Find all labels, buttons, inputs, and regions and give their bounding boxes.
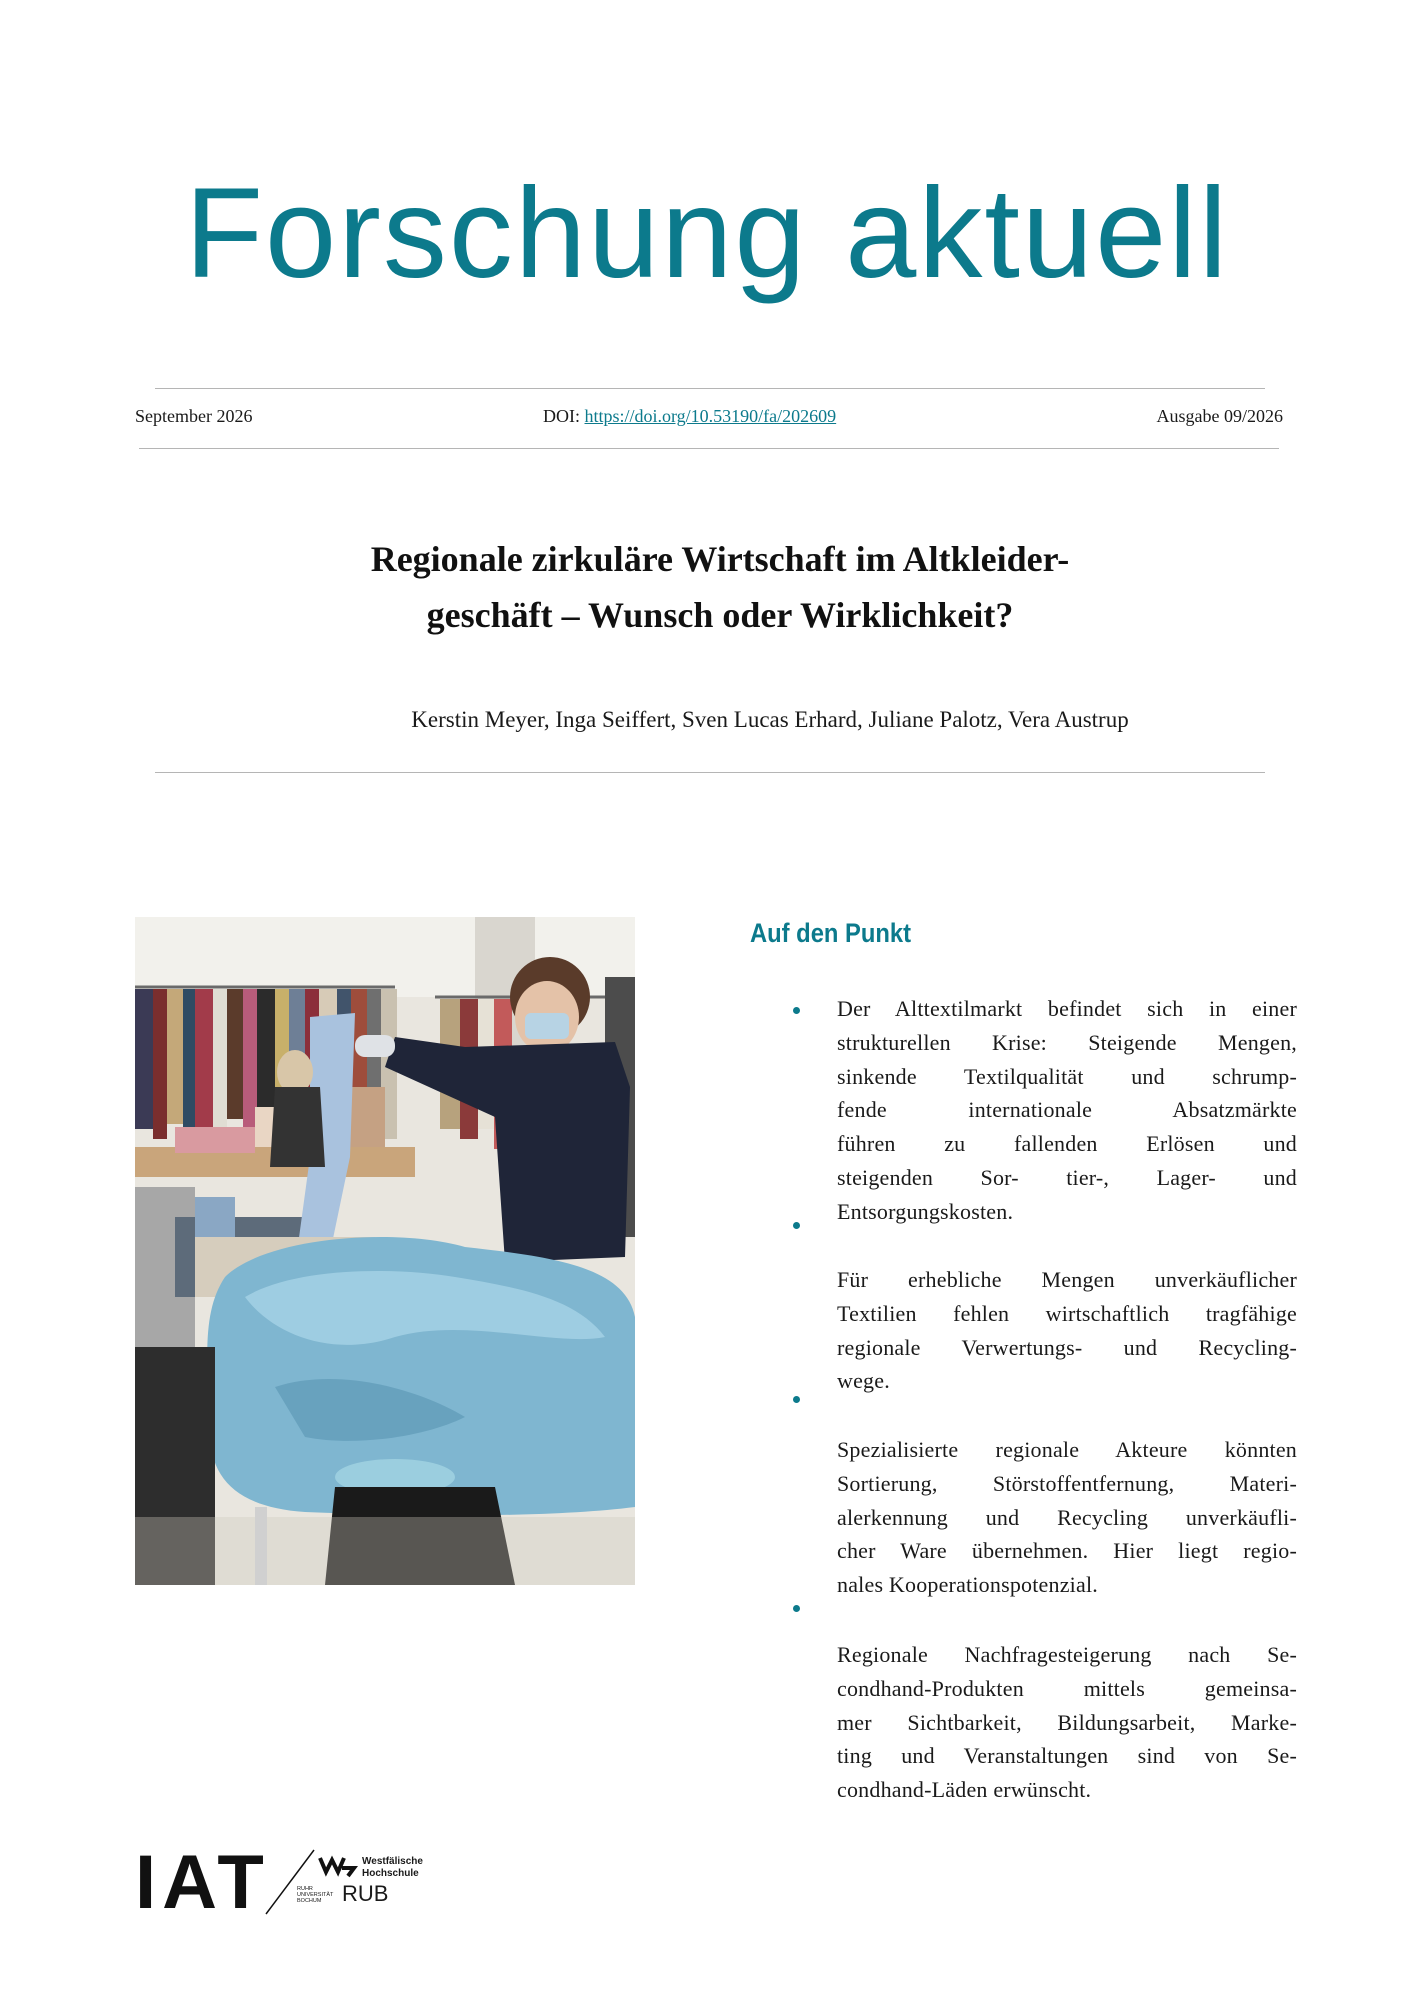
universitaet-line: UNIVERSITÄT xyxy=(297,1892,334,1898)
bochum-line: BOCHUM xyxy=(297,1898,322,1904)
bullet-marker-1 xyxy=(793,1007,800,1014)
westfaelische-line: Westfälische xyxy=(362,1856,423,1867)
issue-date: September 2026 xyxy=(135,406,253,426)
article-title-line-1: Regionale zirkuläre Wirtschaft im Altkleider- xyxy=(370,539,1070,579)
top-rule xyxy=(155,388,1265,389)
bullet-4-line: ting und Veranstaltungen sind von Se- xyxy=(837,1743,1297,1769)
doi-line xyxy=(543,406,836,428)
bullet-3-line: alerkennung und Recycling unverkäufli- xyxy=(837,1504,1297,1530)
hochschule-line: Hochschule xyxy=(362,1868,419,1879)
issue-number: Ausgabe 09/2026 xyxy=(1156,406,1283,426)
bullet-3-line: nales Kooperationspotenzial. xyxy=(837,1572,1098,1598)
rub-logo: RUB xyxy=(342,1881,389,1906)
summary-bullet-3 xyxy=(837,1433,1297,1602)
bullet-1-line: sinkende Textilqualität und schrump- xyxy=(837,1063,1297,1089)
summary-bullet-2 xyxy=(837,1263,1297,1398)
article-title-line-2: geschäft – Wunsch oder Wirklichkeit? xyxy=(426,594,1014,635)
bullet-4-line: condhand-Produkten mittels gemeinsa- xyxy=(837,1675,1297,1701)
bullet-3-line: Sortierung, Störstoffentfernung, Materi- xyxy=(837,1470,1297,1496)
summary-heading: Auf den Punkt xyxy=(750,918,912,948)
bullet-4-line: Regionale Nachfragesteigerung nach Se- xyxy=(837,1642,1297,1667)
logo-divider-slash xyxy=(262,1848,318,1916)
bullet-1-line: steigenden Sor- tier-, Lager- und xyxy=(837,1164,1297,1190)
summary-bullet-1 xyxy=(837,992,1297,1229)
bullet-2-line: regionale Verwertungs- und Recycling- xyxy=(837,1334,1297,1360)
bullet-1-line: Entsorgungskosten. xyxy=(837,1198,1014,1224)
article-title xyxy=(250,532,1190,644)
meta-bottom-rule xyxy=(139,448,1279,449)
author-list: Kerstin Meyer, Inga Seiffert, Sven Lucas Erhard, Juliane Palotz, Vera Austrup xyxy=(411,707,1129,732)
westfaelische-hochschule-logo-text xyxy=(362,1856,423,1880)
bullet-1-line: strukturellen Krise: Steigende Mengen, xyxy=(837,1029,1297,1055)
bullet-4-line: condhand-Läden erwünscht. xyxy=(837,1777,1092,1803)
bullet-2-line: wege. xyxy=(837,1368,890,1394)
doi-label: DOI: xyxy=(543,406,580,426)
bullet-marker-2 xyxy=(793,1222,800,1229)
westfaelische-hochschule-mark-icon xyxy=(318,1854,358,1880)
bullet-marker-3 xyxy=(793,1396,800,1403)
doi-link[interactable]: https://doi.org/10.53190/fa/202609 xyxy=(584,406,837,426)
bullet-marker-4 xyxy=(793,1605,800,1612)
ruhr-line: RUHR xyxy=(297,1886,313,1892)
bullet-4-line: mer Sichtbarkeit, Bildungsarbeit, Marke- xyxy=(837,1709,1297,1735)
ruhr-universitaet-text xyxy=(297,1886,333,1904)
bullet-3-line: Spezialisierte regionale Akteure könnten xyxy=(837,1437,1297,1462)
bullet-1-line: Der Alttextilmarkt befindet sich in einer xyxy=(837,996,1297,1021)
bullet-1-line: fende internationale Absatzmärkte xyxy=(837,1097,1297,1123)
iat-logo: IAT xyxy=(135,1840,270,1925)
authors-rule xyxy=(155,772,1265,773)
bullet-1-line: führen zu fallenden Erlösen und xyxy=(837,1131,1297,1157)
article-photo xyxy=(135,917,635,1585)
masthead-title: Forschung aktuell xyxy=(184,162,1230,305)
summary-bullet-4 xyxy=(837,1638,1297,1807)
bullet-2-line: Für erhebliche Mengen unverkäuflicher xyxy=(837,1267,1297,1292)
bullet-2-line: Textilien fehlen wirtschaftlich tragfähige xyxy=(837,1300,1297,1326)
bullet-3-line: cher Ware übernehmen. Hier liegt regio- xyxy=(837,1538,1297,1564)
